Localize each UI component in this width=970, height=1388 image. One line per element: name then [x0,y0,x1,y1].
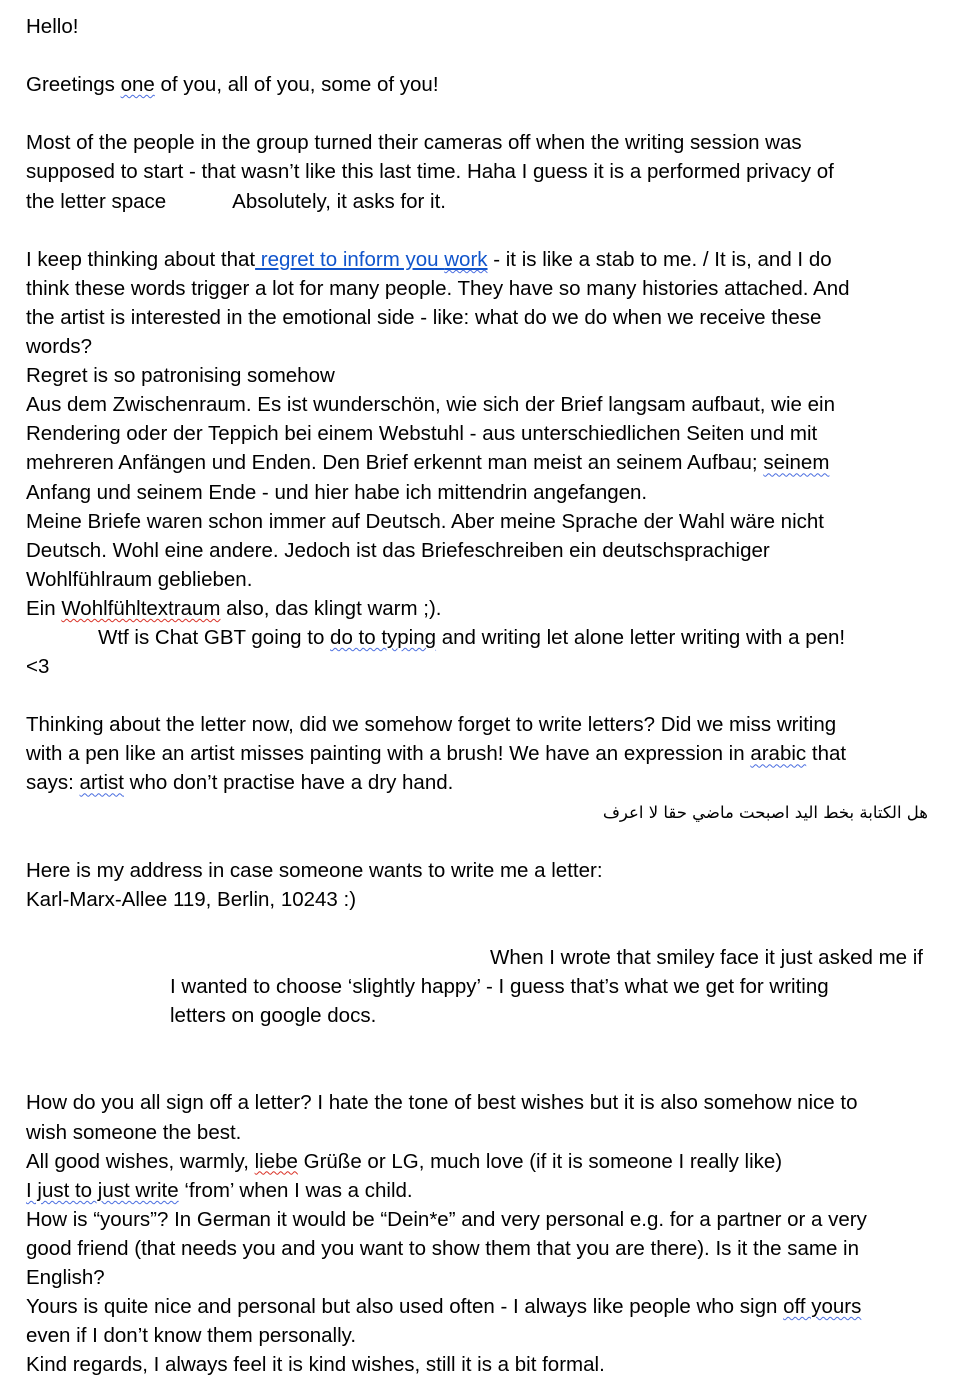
paragraph-line: <3 [26,655,50,679]
spelling-suggestion[interactable]: Wohlfühltextraum [61,596,221,620]
paragraph-line: says: artist who don’t practise have a dry hand. [26,771,454,795]
paragraph-line: Wtf is Chat GBT going to do to typing and writing let alone letter writing with a pen! [98,625,846,649]
paragraph-line: supposed to start - that wasn’t like this last time. Haha I guess it is a performed privacy of [26,160,834,184]
paragraph-line: words? [26,335,93,359]
paragraph-line: Greetings one of you, all of you, some of you! [26,73,439,97]
paragraph-line: the artist is interested in the emotional side - like: what do we do when we receive these [26,305,822,329]
blank-line [26,41,941,70]
grammar-suggestion[interactable]: seinem [763,451,830,475]
paragraph-line: When I wrote that smiley face it just asked me if [490,946,923,969]
paragraph-line: English? [26,1266,105,1290]
paragraph-line: even if I don’t know them personally. [26,1324,357,1348]
grammar-suggestion[interactable]: off yours [783,1295,862,1319]
paragraph-line: Here is my address in case someone wants to write me a letter: [26,858,603,882]
paragraph-line: I keep thinking about that regret to inform you work - it is like a stab to me. / It is, and I do [26,247,832,271]
paragraph-line: letters on google docs. [170,1004,377,1028]
paragraph-line: Deutsch. Wohl eine andere. Jedoch ist das Briefeschreiben ein deutschsprachiger [26,538,770,562]
spelling-suggestion[interactable]: liebe [254,1149,298,1173]
paragraph-line: How is “yours”? In German it would be “Dein*e” and very personal e.g. for a partner or a very [26,1207,867,1231]
grammar-suggestion[interactable]: I just to just write [26,1178,179,1202]
paragraph-line: Ein Wohlfühltextraum also, das klingt warm ;). [26,596,442,620]
paragraph-line: I just to just write ‘from’ when I was a child. [26,1178,413,1202]
paragraph-line: with a pen like an artist misses painting with a brush! We have an expression in arabic that [26,742,847,766]
blank-line [26,681,941,710]
paragraph-line: Thinking about the letter now, did we somehow forget to write letters? Did we miss writing [26,713,837,737]
regret-link[interactable]: regret to inform you work [255,247,488,271]
paragraph-line: Aus dem Zwischenraum. Es ist wunderschön, wie sich der Brief langsam aufbaut, wie ein [26,393,835,417]
blank-line [26,914,941,943]
paragraph-line: Most of the people in the group turned their cameras off when the writing session was [26,131,802,155]
paragraph-line: Meine Briefe waren schon immer auf Deutsch. Aber meine Sprache der Wahl wäre nicht [26,509,824,533]
paragraph-line: Regret is so patronising somehow [26,364,335,388]
paragraph-line: Yours is quite nice and personal but also used often - I always like people who sign off yours [26,1295,862,1319]
blank-line [26,1030,941,1059]
grammar-suggestion[interactable]: one [120,73,155,97]
blank-line [26,99,941,128]
paragraph-line: think these words trigger a lot for many people. They have so many histories attached. And [26,276,850,300]
grammar-suggestion[interactable]: do to typing [330,625,437,649]
paragraph-line: I wanted to choose ‘slightly happy’ - I guess that’s what we get for writing [170,975,829,999]
paragraph-line: Anfang und seinem Ende - und hier habe ich mittendrin angefangen. [26,480,648,504]
address-line: Karl-Marx-Allee 119, Berlin, 10243 :) [26,887,357,911]
paragraph-line: Kind regards, I always feel it is kind wishes, still it is a bit formal. [26,1353,605,1377]
grammar-suggestion[interactable]: arabic [750,742,807,766]
paragraph-line: wish someone the best. [26,1120,242,1144]
paragraph-line: How do you all sign off a letter? I hate the tone of best wishes but it is also somehow nice to [26,1091,858,1115]
greeting-line: Hello! [26,15,79,38]
paragraph-line: All good wishes, warmly, liebe Grüße or LG, much love (if it is someone I really like) [26,1149,783,1173]
blank-line [26,216,941,245]
paragraph-line: good friend (that needs you and you want to show them that you are there). Is it the same in [26,1236,860,1260]
paragraph-line: Rendering oder der Teppich bei einem Webstuhl - aus unterschiedlichen Seiten und mit [26,422,818,446]
paragraph-line: the letter space Absolutely, it asks for it. [26,189,446,213]
paragraph-line: mehreren Anfängen und Enden. Den Brief erkennt man meist an seinem Aufbau; seinem [26,451,830,475]
grammar-suggestion[interactable]: artist [79,771,124,795]
blank-line [26,827,941,856]
document-body[interactable] [26,12,941,1379]
arabic-line: هل الكتابة بخط اليد اصبحت ماضي حقا لا اعرف [602,802,928,822]
paragraph-line: Wohlfühlraum geblieben. [26,567,253,591]
blank-line [26,1059,941,1088]
